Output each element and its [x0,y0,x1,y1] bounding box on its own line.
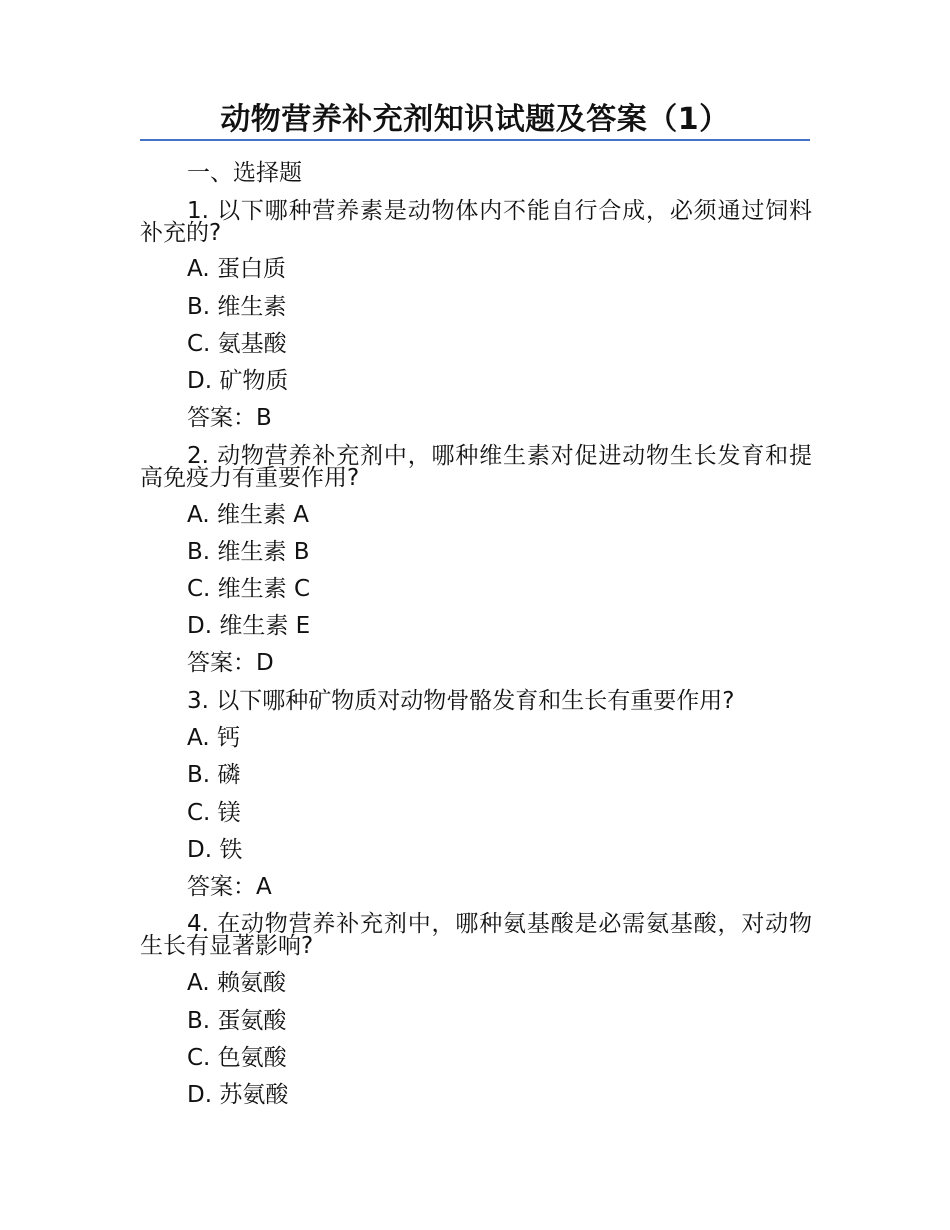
document-title: 动物营养补充剂知识试题及答案（1） [220,102,730,137]
question-1-option-c: C. 氨基酸 [187,331,287,357]
question-2-option-a: A. 维生素 A [187,502,309,528]
question-1-option-a: A. 蛋白质 [187,256,286,282]
question-4-option-b: B. 蛋氨酸 [187,1008,287,1034]
question-1-option-d: D. 矿物质 [187,368,289,394]
question-4-stem: 4. 在动物营养补充剂中，哪种氨基酸是必需氨基酸，对动物生长有显著影响? [140,911,812,959]
question-2-option-c: C. 维生素 C [187,576,311,602]
question-3-stem: 3. 以下哪种矿物质对动物骨骼发育和生长有重要作用? [187,688,735,714]
question-3-option-d: D. 铁 [187,837,243,863]
question-1-answer: 答案：B [187,405,272,431]
question-2-stem: 2. 动物营养补充剂中，哪种维生素对促进动物生长发育和提高免疫力有重要作用? [140,443,812,491]
question-3-option-c: C. 镁 [187,800,241,826]
question-2-answer: 答案：D [187,650,274,676]
question-4-option-d: D. 苏氨酸 [187,1082,289,1108]
question-4-option-a: A. 赖氨酸 [187,970,286,996]
question-1-stem: 1. 以下哪种营养素是动物体内不能自行合成，必须通过饲料补充的? [140,198,812,246]
question-2-option-d: D. 维生素 E [187,613,311,639]
question-3-option-b: B. 磷 [187,762,241,788]
section-heading: 一、选择题 [187,160,302,186]
question-1-option-b: B. 维生素 [187,294,287,320]
question-3-answer: 答案：A [187,874,272,900]
question-2-option-b: B. 维生素 B [187,539,310,565]
question-3-option-a: A. 钙 [187,725,240,751]
title-underline [140,139,810,141]
question-4-option-c: C. 色氨酸 [187,1045,287,1071]
